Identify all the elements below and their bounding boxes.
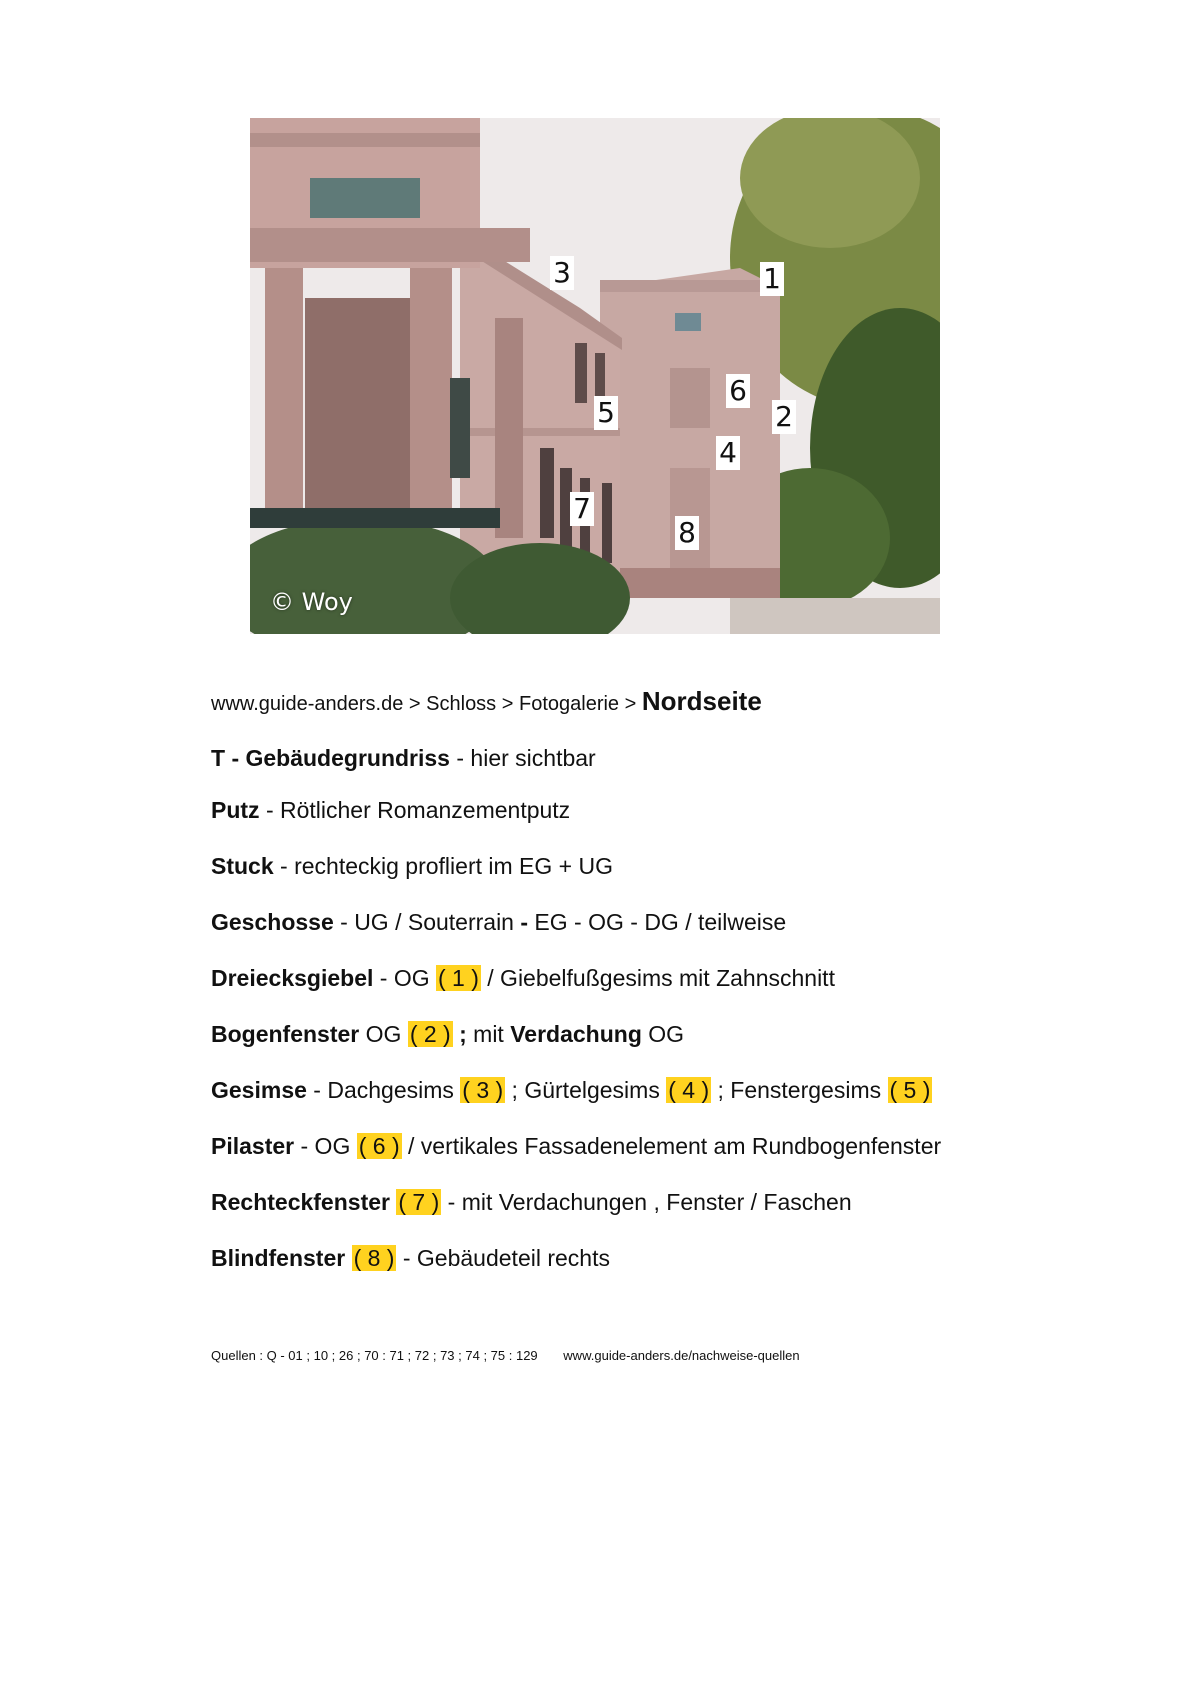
building-illustration — [250, 118, 940, 634]
line-text: / Giebelfußgesims mit Zahnschnitt — [480, 965, 835, 991]
photo-marker-6: 6 — [726, 374, 750, 408]
line-term: Dreiecksgiebel — [211, 965, 374, 991]
line-rechteckfenster — [211, 1189, 852, 1216]
line-term: ; — [452, 1021, 467, 1047]
line-text: ; Fenstergesims — [711, 1077, 888, 1103]
line-text: - UG / Souterrain — [333, 909, 521, 935]
breadcrumb-fotogalerie[interactable]: Fotogalerie — [519, 693, 620, 715]
breadcrumb-separator: > — [501, 693, 514, 715]
photo-marker-2: 2 — [772, 400, 796, 434]
photo-marker-8: 8 — [675, 516, 699, 550]
line-text: ; Gürtelgesims — [505, 1077, 667, 1103]
line-term: Verdachung — [510, 1021, 642, 1047]
line-term: Rechteckfenster — [211, 1189, 390, 1215]
line-putz — [211, 797, 570, 824]
line-term: Bogenfenster — [211, 1021, 360, 1047]
line-term: Pilaster — [211, 1133, 295, 1159]
highlight-ref-4: ( 4 ) — [668, 1077, 710, 1103]
breadcrumb-schloss[interactable]: Schloss — [426, 693, 497, 715]
photo-marker-3: 3 — [550, 256, 574, 290]
line-pilaster — [211, 1133, 941, 1160]
highlight-ref-5: ( 5 ) — [889, 1077, 931, 1103]
line-text: - rechteckig profliert im EG + UG — [273, 853, 613, 879]
line-gebaeudegrundriss — [211, 745, 596, 772]
line-text: - Rötlicher Romanzementputz — [259, 797, 571, 823]
line-stuck — [211, 853, 613, 880]
line-text: - Dachgesims — [306, 1077, 461, 1103]
line-text: - OG — [373, 965, 436, 991]
line-term: T - Gebäudegrundriss — [211, 745, 450, 771]
breadcrumb-site[interactable]: www.guide-anders.de — [211, 693, 404, 715]
building-photo — [250, 118, 940, 634]
line-text: OG — [359, 1021, 408, 1047]
line-geschosse — [211, 909, 786, 936]
line-gesimse — [211, 1077, 932, 1104]
photo-copyright: © Woy — [270, 588, 353, 616]
line-text: - mit Verdachungen , Fenster / Faschen — [441, 1189, 852, 1215]
line-text: / vertikales Fassadenelement am Rundbogenfenster — [401, 1133, 942, 1159]
photo-marker-1: 1 — [760, 262, 784, 296]
line-blindfenster — [211, 1245, 610, 1272]
line-text: - hier sichtbar — [449, 745, 596, 771]
sources-footer — [211, 1348, 800, 1363]
highlight-ref-2: ( 2 ) — [409, 1021, 451, 1047]
line-term: Gesimse — [211, 1077, 307, 1103]
photo-marker-5: 5 — [594, 396, 618, 430]
line-dreiecksgiebel — [211, 965, 835, 992]
line-term: Stuck — [211, 853, 274, 879]
line-bogenfenster — [211, 1021, 684, 1048]
line-text: - OG — [294, 1133, 357, 1159]
breadcrumb-current: Nordseite — [641, 686, 762, 716]
breadcrumb-separator: > — [624, 693, 637, 715]
line-term: Putz — [211, 797, 260, 823]
sources-text: Quellen : Q - 01 ; 10 ; 26 ; 70 : 71 ; 72 ; 73 ; 74 ; 75 : 129 — [211, 1348, 538, 1363]
photo-marker-7: 7 — [570, 492, 594, 526]
highlight-ref-1: ( 1 ) — [438, 965, 479, 991]
highlight-ref-7: ( 7 ) — [398, 1189, 440, 1215]
line-text: OG — [641, 1021, 685, 1047]
highlight-ref-6: ( 6 ) — [358, 1133, 400, 1159]
breadcrumb — [211, 686, 762, 717]
photo-marker-4: 4 — [716, 436, 740, 470]
line-text: EG - OG - DG / teilweise — [528, 909, 787, 935]
breadcrumb-separator: > — [408, 693, 421, 715]
highlight-ref-8: ( 8 ) — [353, 1245, 395, 1271]
line-term: Blindfenster — [211, 1245, 346, 1271]
line-term: Geschosse — [211, 909, 334, 935]
sources-link[interactable]: www.guide-anders.de/nachweise-quellen — [563, 1348, 800, 1363]
highlight-ref-3: ( 3 ) — [462, 1077, 504, 1103]
line-text: - Gebäudeteil rechts — [396, 1245, 610, 1271]
line-text: mit — [466, 1021, 511, 1047]
line-term: - — [520, 909, 529, 935]
line-text — [345, 1245, 351, 1271]
